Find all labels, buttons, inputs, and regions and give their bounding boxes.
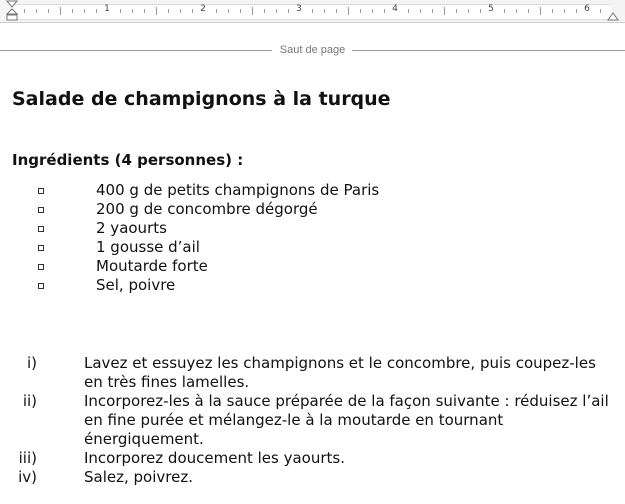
ruler-tick [564,9,565,13]
step-number: iii) [18,449,37,467]
list-item [0,449,625,468]
ruler-number: 6 [584,4,590,14]
list-item [0,468,625,487]
ruler-tick [168,9,169,13]
ingredient-text: 400 g de petits champignons de Paris [96,181,380,199]
bullet-icon [38,283,44,289]
ruler-tick [312,9,313,13]
ruler-number: 3 [296,4,302,14]
ruler-tick [456,9,457,13]
ruler-tick [360,9,361,13]
step-text: Incorporez doucement les yaourts. [84,449,345,467]
horizontal-ruler[interactable] [0,0,625,23]
ruler-tick [60,7,61,15]
ruler-number: 4 [392,4,398,14]
bullet-icon [38,226,44,232]
ruler-tick [552,9,553,13]
ruler-tick [432,9,433,13]
ingredient-text: Moutarde forte [96,257,208,275]
ruler-tick [72,9,73,13]
ingredient-text: 200 g de concombre dégorgé [96,200,318,218]
document-title: Salade de champignons à la turque [12,88,391,110]
ruler-tick [96,9,97,13]
ruler-tick [288,9,289,13]
page-break-line-right [352,50,625,51]
step-text: Incorporez-les à la sauce préparée de la façon suivante : réduisez l’ail en fine purée et mélangez-le à la moutarde en tournant énergiquement. [84,392,609,448]
ruler-tick [120,9,121,13]
ruler-number: 5 [488,4,494,14]
ruler-tick [408,9,409,13]
step-text: Salez, poivrez. [84,468,193,486]
bullet-icon [38,264,44,270]
ingredient-text: Sel, poivre [96,276,176,294]
page-break-line-left [0,50,272,51]
ruler-tick [84,9,85,13]
ingredient-text: 1 gousse d’ail [96,238,200,256]
ruler-tick [264,9,265,13]
ruler-tick [228,9,229,13]
list-item [0,257,625,276]
ruler-tick [540,7,541,15]
ruler-tick [420,9,421,13]
steps-list [0,354,625,487]
step-text: Lavez et essuyez les champignons et le concombre, puis coupez-les en très fines lamelles. [84,354,596,391]
ruler-tick [480,9,481,13]
ruler-number: 2 [200,4,206,14]
ruler-tick [528,9,529,13]
page-break-label: Saut de page [276,44,349,56]
ruler-number: 1 [104,4,110,14]
step-number: ii) [22,392,37,410]
bullet-icon [38,188,44,194]
list-item [0,276,625,295]
ruler-tick [180,9,181,13]
list-item [0,200,625,219]
ruler-tick [444,7,445,15]
list-item [0,392,625,449]
ruler-tick [384,9,385,13]
ruler-tick [156,7,157,15]
ruler-tick [132,9,133,13]
ruler-tick [504,9,505,13]
ruler-tick [372,9,373,13]
step-number: i) [26,354,37,372]
ruler-tick [336,9,337,13]
bullet-icon [38,207,44,213]
ruler-tick [576,9,577,13]
ingredients-heading: Ingrédients (4 personnes) : [12,151,244,169]
ruler-tick [192,9,193,13]
ruler-tick [276,9,277,13]
step-number: iv) [18,468,37,486]
ruler-tick [24,9,25,13]
ruler-tick [252,7,253,15]
ruler-tick [516,9,517,13]
bullet-icon [38,245,44,251]
ruler-tick [48,9,49,13]
ruler-tick [36,9,37,13]
ingredient-text: 2 yaourts [96,219,167,237]
list-item [0,181,625,200]
ingredients-list [0,181,625,295]
ruler-tick [348,7,349,15]
ruler-tick [600,9,601,13]
page-break [0,44,625,56]
list-item [0,238,625,257]
list-item [0,354,625,392]
ruler-tick [240,9,241,13]
right-indent-marker-icon[interactable] [607,0,619,22]
list-item [0,219,625,238]
ruler-tick [216,9,217,13]
ruler-tick [144,9,145,13]
ruler-tick [468,9,469,13]
left-indent-marker-icon[interactable] [6,0,18,22]
ruler-tick [324,9,325,13]
